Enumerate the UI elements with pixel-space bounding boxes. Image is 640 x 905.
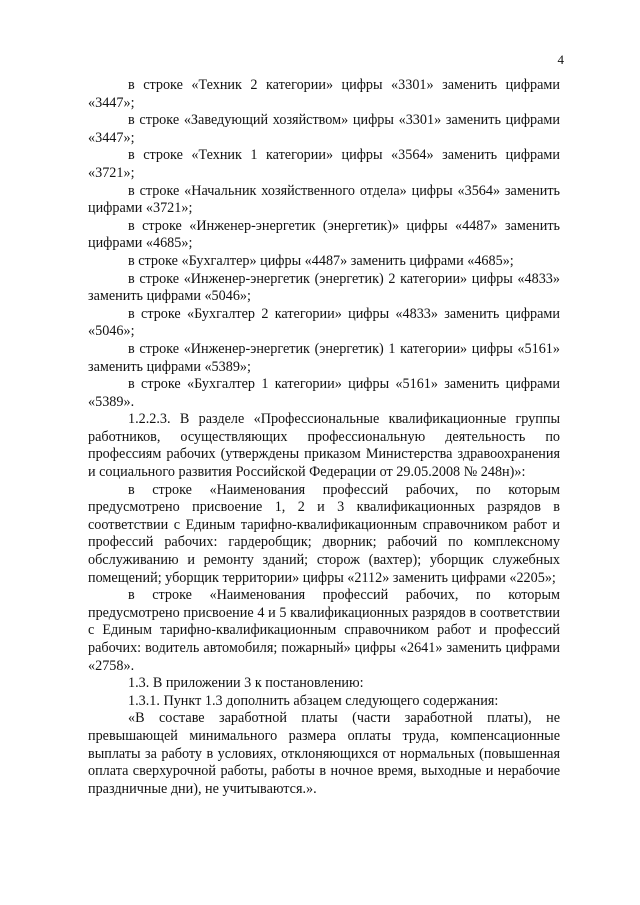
section-heading-1-2-2-3: 1.2.2.3. В разделе «Профессиональные квалификационные группы работников, осуществляющих профессиональную деятельность по профессиям рабочих (утверждены приказом Министерства здравоохранения и социального развития Российской Федерации от 29.05.2008 № 248н)»: (88, 411, 560, 481)
paragraph: в строке «Бухгалтер 1 категории» цифры «5161» заменить цифрами «5389». (88, 376, 560, 410)
paragraph: в строке «Наименования профессий рабочих, по которым предусмотрено присвоение 4 и 5 квалификационных разрядов в соответствии с Единым тарифно-квалификационным справочником работ и профессий рабочих: водитель автомобиля; пожарный» цифры «2641» заменить цифрами «2758». (88, 587, 560, 674)
paragraph: в строке «Заведующий хозяйством» цифры «3301» заменить цифрами «3447»; (88, 112, 560, 146)
section-heading-1-3-1: 1.3.1. Пункт 1.3 дополнить абзацем следующего содержания: (128, 692, 499, 709)
paragraph: в строке «Инженер-энергетик (энергетик) 1 категории» цифры «5161» заменить цифрами «5389»; (88, 340, 560, 375)
page-number: 4 (557, 52, 564, 67)
section-heading-1-3: 1.3. В приложении 3 к постановлению: (128, 675, 364, 692)
document-body (88, 77, 560, 798)
paragraph: в строке «Начальник хозяйственного отдела» цифры «3564» заменить цифрами «3721»; (88, 182, 560, 217)
quoted-paragraph: «В составе заработной платы (части заработной платы), не превышающей минимального размера оплаты труда, компенсационные выплаты за работу в условиях, отклоняющихся от нормальных (повышенная оплата сверхурочной работы, работы в ночное время, выходные и нерабочие праздничные дни), не учитываются.». (88, 710, 560, 797)
paragraph: в строке «Техник 1 категории» цифры «3564» заменить цифрами «3721»; (88, 147, 560, 181)
paragraph: в строке «Бухгалтер 2 категории» цифры «4833» заменить цифрами «5046»; (88, 305, 560, 340)
paragraph: в строке «Техник 2 категории» цифры «3301» заменить цифрами «3447»; (88, 77, 560, 111)
paragraph: в строке «Бухгалтер» цифры «4487» заменить цифрами «4685»; (128, 252, 514, 269)
paragraph: в строке «Инженер-энергетик (энергетик)» цифры «4487» заменить цифрами «4685»; (88, 217, 560, 252)
paragraph: в строке «Наименования профессий рабочих, по которым предусмотрено присвоение 1, 2 и 3 квалификационных разрядов в соответствии с Единым тарифно-квалификационным справочником работ и профессий рабочих: гардеробщик; дворник; рабочий по комплексному обслуживанию и ремонту зданий; сторож (вахтер); уборщик служебных помещений; уборщик территории» цифры «2112» заменить цифрами «2205»; (88, 481, 560, 586)
paragraph: в строке «Инженер-энергетик (энергетик) 2 категории» цифры «4833» заменить цифрами «5046»; (88, 270, 560, 305)
